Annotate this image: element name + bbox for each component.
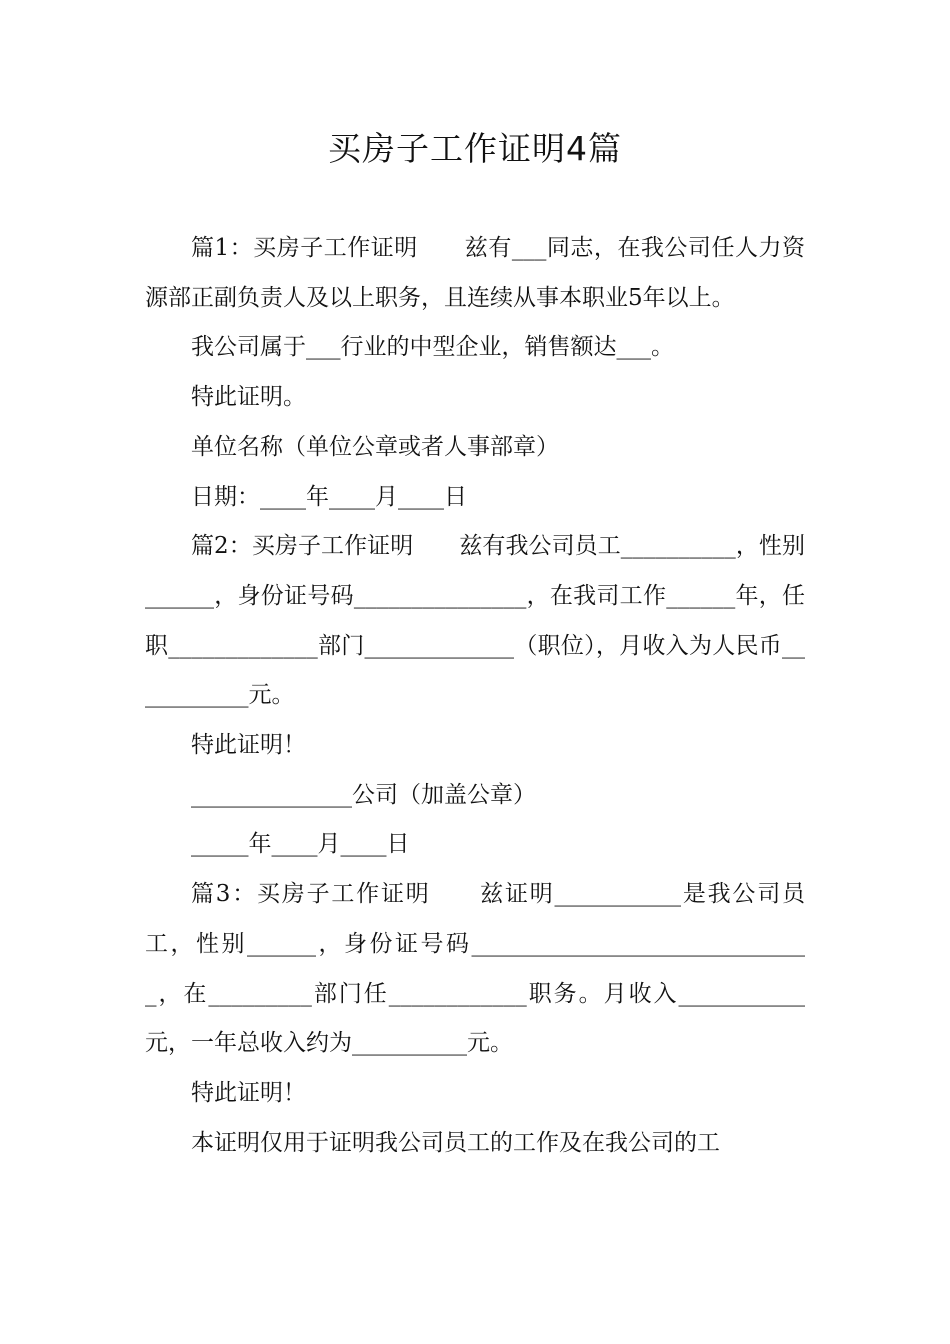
paragraph-12: 本证明仅用于证明我公司员工的工作及在我公司的工 — [191, 1129, 720, 1156]
paragraph-4: 单位名称（单位公章或者人事部章） — [191, 433, 559, 460]
paragraph-6: 篇2：买房子工作证明 兹有我公司员工__________，性别______，身份证号码_______________，在我司工作______年，任职_____________部门_____________（职位），月收入为人民币___________元。 — [145, 533, 805, 709]
paragraph-9: _____年____月____日 — [191, 831, 410, 858]
paragraph-1: 篇1：买房子工作证明 兹有___同志，在我公司任人力资源部正副负责人及以上职务，且连续从事本职业5年以上。 — [145, 235, 805, 311]
paragraph-3: 特此证明。 — [191, 384, 306, 411]
paragraph-2: 我公司属于___行业的中型企业，销售额达___。 — [191, 334, 674, 361]
document-body — [145, 224, 805, 1168]
paragraph-10: 篇3：买房子工作证明 兹证明___________是我公司员工，性别______，身份证号码______________________________，在_________部门任____________职务。月收入___________元，一年总收入约为__________元。 — [145, 881, 805, 1057]
paragraph-5: 日期：____年____月____日 — [191, 483, 467, 510]
paragraph-7: 特此证明！ — [191, 732, 306, 759]
paragraph-11: 特此证明！ — [191, 1079, 306, 1106]
paragraph-8: ______________公司（加盖公章） — [191, 781, 536, 808]
document-title: 买房子工作证明4篇 — [328, 129, 622, 168]
